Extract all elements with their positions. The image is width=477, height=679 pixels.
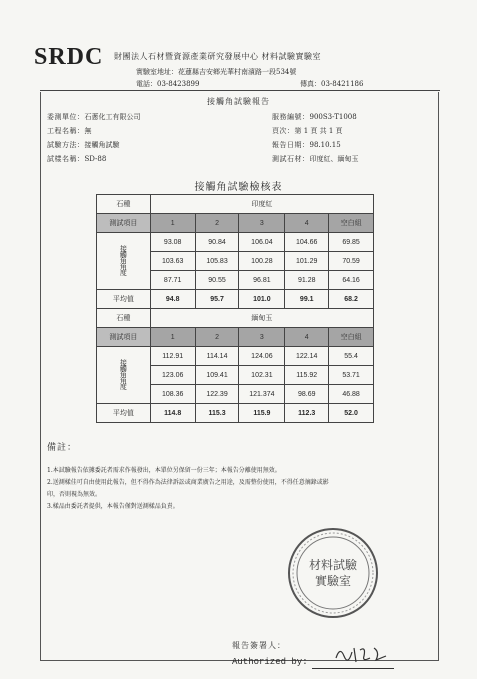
table-cell: 53.71	[329, 366, 374, 385]
table-cell: 106.04	[239, 233, 285, 252]
table-cell: 121.374	[239, 385, 285, 404]
signer-label: 報告簽署人：	[232, 641, 286, 650]
method-label: 試驗方法：	[47, 141, 85, 149]
corner-label: 測試項目	[97, 328, 151, 347]
table-cell: 104.66	[285, 233, 329, 252]
average-cell: 95.7	[195, 290, 239, 309]
table-cell: 122.39	[195, 385, 239, 404]
stone-name: 印度紅	[150, 195, 373, 214]
header-row	[97, 328, 374, 347]
stone-name: 緬甸玉	[150, 309, 373, 328]
table-cell: 108.36	[150, 385, 195, 404]
contact-angle-table	[96, 194, 374, 423]
table-cell: 112.91	[150, 347, 195, 366]
average-label: 平均值	[97, 290, 151, 309]
sample-label: 試樣名稱：	[47, 155, 85, 163]
average-cell: 52.0	[329, 404, 374, 423]
table-cell: 69.85	[329, 233, 374, 252]
table-cell: 114.14	[195, 347, 239, 366]
method-row	[47, 140, 120, 150]
project-value: 無	[84, 127, 92, 135]
table-cell: 98.69	[285, 385, 329, 404]
organization-name: 財團法人石材暨資源產業研究發展中心 材料試驗實驗室	[114, 52, 322, 61]
table-cell: 124.06	[239, 347, 285, 366]
client-row	[47, 112, 141, 122]
table-row	[97, 347, 374, 366]
table-row	[97, 233, 374, 252]
table-cell: 101.29	[285, 252, 329, 271]
row-label: 接觸角角度	[119, 359, 128, 389]
table-cell: 103.63	[150, 252, 195, 271]
stone-test-label: 測試石材：	[272, 155, 310, 163]
average-cell: 114.8	[150, 404, 195, 423]
stone-test-value: 印度紅、緬甸玉	[309, 155, 359, 163]
page-value: 第 1 頁 共 1 頁	[294, 127, 343, 135]
table-cell: 123.06	[150, 366, 195, 385]
table-cell: 96.81	[239, 271, 285, 290]
table-cell: 115.92	[285, 366, 329, 385]
method-value: 接觸角試驗	[84, 141, 120, 149]
table-cell: 100.28	[239, 252, 285, 271]
header-row	[97, 214, 374, 233]
stone-row	[97, 195, 374, 214]
header-rule	[40, 90, 440, 91]
table-cell: 70.59	[329, 252, 374, 271]
table-cell: 64.16	[329, 271, 374, 290]
notes-title: 備註：	[47, 443, 78, 453]
table-cell: 90.84	[195, 233, 239, 252]
average-cell: 99.1	[285, 290, 329, 309]
sample-value: SD-88	[84, 155, 107, 163]
column-header: 1	[150, 328, 195, 347]
table-cell: 91.28	[285, 271, 329, 290]
service-no-value: 900S3-T1008	[309, 113, 357, 121]
stone-test-row	[272, 154, 359, 164]
project-row	[47, 126, 92, 136]
note-item: 1.本試驗報告依據委託者需求作報發出，本單位另保留一份三年；本報告分離使用無效。	[47, 467, 281, 474]
average-cell: 115.3	[195, 404, 239, 423]
table-cell: 105.83	[195, 252, 239, 271]
lab-address: 實驗室地址：花蓮縣吉安鄉光華村南濱路一段534號	[136, 68, 297, 76]
average-cell: 101.0	[239, 290, 285, 309]
svg-text:材料試驗: 材料試驗	[308, 558, 358, 572]
column-header: 2	[195, 214, 239, 233]
table-cell: 90.55	[195, 271, 239, 290]
table-cell: 55.4	[329, 347, 374, 366]
average-cell: 68.2	[329, 290, 374, 309]
row-label-cell	[97, 347, 151, 404]
row-label: 接觸角角度	[119, 245, 128, 275]
corner-label: 測試項目	[97, 214, 151, 233]
signature-line	[312, 668, 394, 669]
service-no-label: 服務編號：	[272, 113, 310, 121]
note-item: 2.送測樣佳可自由使用此報告，但不得作為法律訴訟或商業廣告之用途，及需整份使用，不得任意摘錄或影	[47, 479, 329, 486]
column-header: 3	[239, 214, 285, 233]
column-header: 空白組	[329, 214, 374, 233]
svg-text:實驗室: 實驗室	[314, 574, 352, 588]
note-item: 3.樣品由委託者提供，本報告僅對送測樣品負責。	[47, 503, 179, 510]
average-cell: 94.8	[150, 290, 195, 309]
date-value: 98.10.15	[309, 141, 341, 149]
column-header: 4	[285, 328, 329, 347]
column-header: 1	[150, 214, 195, 233]
client-value: 石蔥化工有限公司	[84, 113, 141, 121]
lab-phone: 電話：03-8423899	[136, 80, 200, 88]
srdc-logo: SRDC	[34, 44, 104, 70]
client-label: 委測單位：	[47, 113, 85, 121]
table-cell: 102.31	[239, 366, 285, 385]
table-title: 接觸角試驗檢核表	[194, 182, 283, 193]
table-cell: 46.88	[329, 385, 374, 404]
average-row	[97, 404, 374, 423]
sample-row	[47, 154, 106, 164]
average-cell: 115.9	[239, 404, 285, 423]
lab-seal-stamp	[285, 525, 381, 621]
date-row	[272, 140, 341, 150]
column-header: 空白組	[329, 328, 374, 347]
table-cell: 93.08	[150, 233, 195, 252]
stone-row	[97, 309, 374, 328]
page-row	[272, 126, 343, 136]
authorized-label: Authorized by:	[232, 657, 308, 667]
average-row	[97, 290, 374, 309]
handwritten-signature	[332, 642, 392, 666]
column-header: 2	[195, 328, 239, 347]
table-cell: 122.14	[285, 347, 329, 366]
stone-label: 石種	[97, 309, 151, 328]
date-label: 報告日期：	[272, 141, 310, 149]
column-header: 3	[239, 328, 285, 347]
average-cell: 112.3	[285, 404, 329, 423]
note-item: 印，否則視為無效。	[47, 491, 102, 498]
page-label: 頁次：	[272, 127, 295, 135]
report-title: 接觸角試驗報告	[207, 97, 270, 106]
average-label: 平均值	[97, 404, 151, 423]
lab-fax: 傳真：03-8421186	[300, 80, 364, 88]
column-header: 4	[285, 214, 329, 233]
stone-label: 石種	[97, 195, 151, 214]
project-label: 工程名稱：	[47, 127, 85, 135]
table-cell: 87.71	[150, 271, 195, 290]
table-cell: 109.41	[195, 366, 239, 385]
service-no-row	[272, 112, 357, 122]
row-label-cell	[97, 233, 151, 290]
